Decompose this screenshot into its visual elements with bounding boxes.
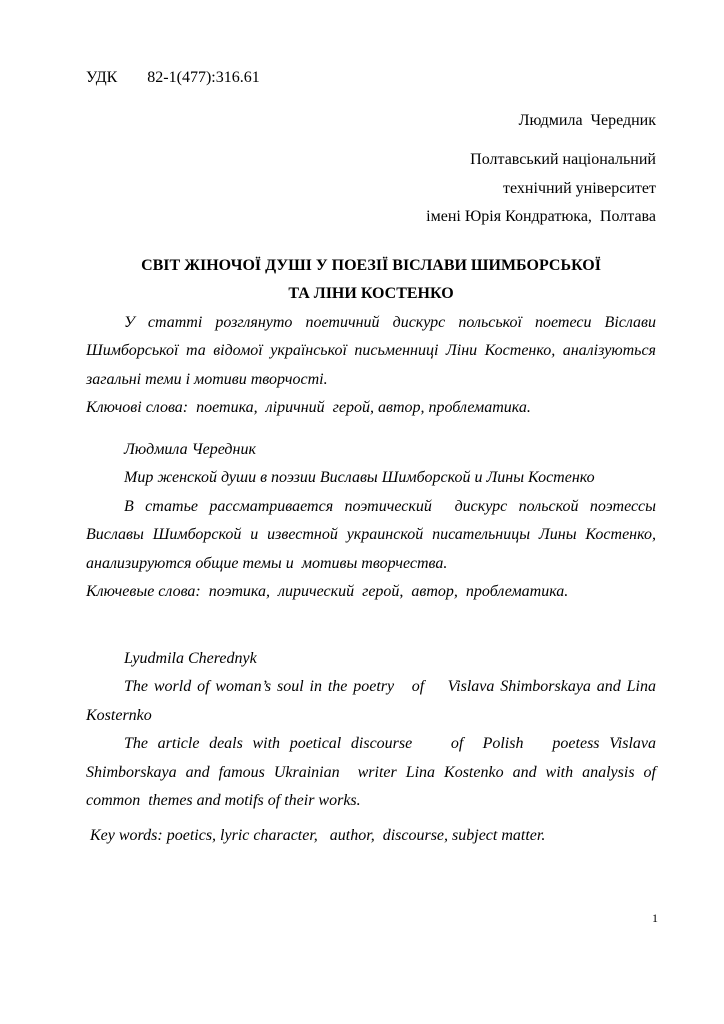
abstract-ukrainian (86, 309, 660, 423)
abstract-en-keywords: Key words: poetics, lyric character, author, discourse, subject matter. (86, 826, 546, 844)
page-number: 1 (652, 911, 658, 925)
author-name-uk: Людмила Чередник (518, 111, 656, 129)
affiliation-line-3: імені Юрія Кондратюка, Полтава (426, 208, 656, 225)
udk-label: УДК (86, 69, 118, 86)
author-affiliation-block (86, 107, 656, 232)
article-title-line-2: ТА ЛІНИ КОСТЕНКО (288, 285, 454, 302)
abstract-english (86, 645, 660, 851)
abstract-ru-keywords: Ключевые слова: поэтика, лирический герой, автор, проблематика. (86, 583, 569, 600)
udk-line (86, 64, 656, 93)
affiliation-line-1: Полтавський національний (470, 151, 656, 168)
abstract-uk-keywords: Ключові слова: поетика, ліричний герой, автор, проблематика. (86, 399, 531, 416)
abstract-en-body: The article deals with poetical discourse of Polish poetess Vislava Shimborskaya and famous Ukrainian writer Lina Kostenko and with analysis of common themes and motifs of their works. (86, 735, 660, 809)
article-title (86, 252, 656, 309)
abstract-ru-body: В статье рассматривается поэтический дискурс польской поэтессы Виславы Шимборской и известной украинской писательницы Лины Костенко, анализируются общие темы и мотивы творчества. (86, 497, 660, 572)
abstract-russian (86, 436, 660, 607)
abstract-uk-body: У статті розглянуто поетичний дискурс польської поетеси Віслави Шимборської та відомої української письменниці Ліни Костенко, аналізуються загальні теми і мотиви творчості. (86, 313, 660, 388)
abstract-ru-title: Мир женской души в поэзии Виславы Шимборской и Лины Костенко (124, 469, 595, 486)
abstract-ru-author: Людмила Чередник (124, 440, 256, 458)
abstract-en-author: Lyudmila Cherednyk (124, 649, 257, 667)
affiliation-line-2: технічний університет (503, 179, 656, 197)
udk-value: 82-1(477):316.61 (147, 69, 260, 86)
article-title-line-1: СВІТ ЖІНОЧОЇ ДУШІ У ПОЕЗІЇ ВІСЛАВИ ШИМБОРСЬКОЇ (141, 256, 601, 274)
abstract-en-title: The world of woman’s soul in the poetry of Vislava Shimborskaya and Lina Kosternko (86, 678, 660, 724)
